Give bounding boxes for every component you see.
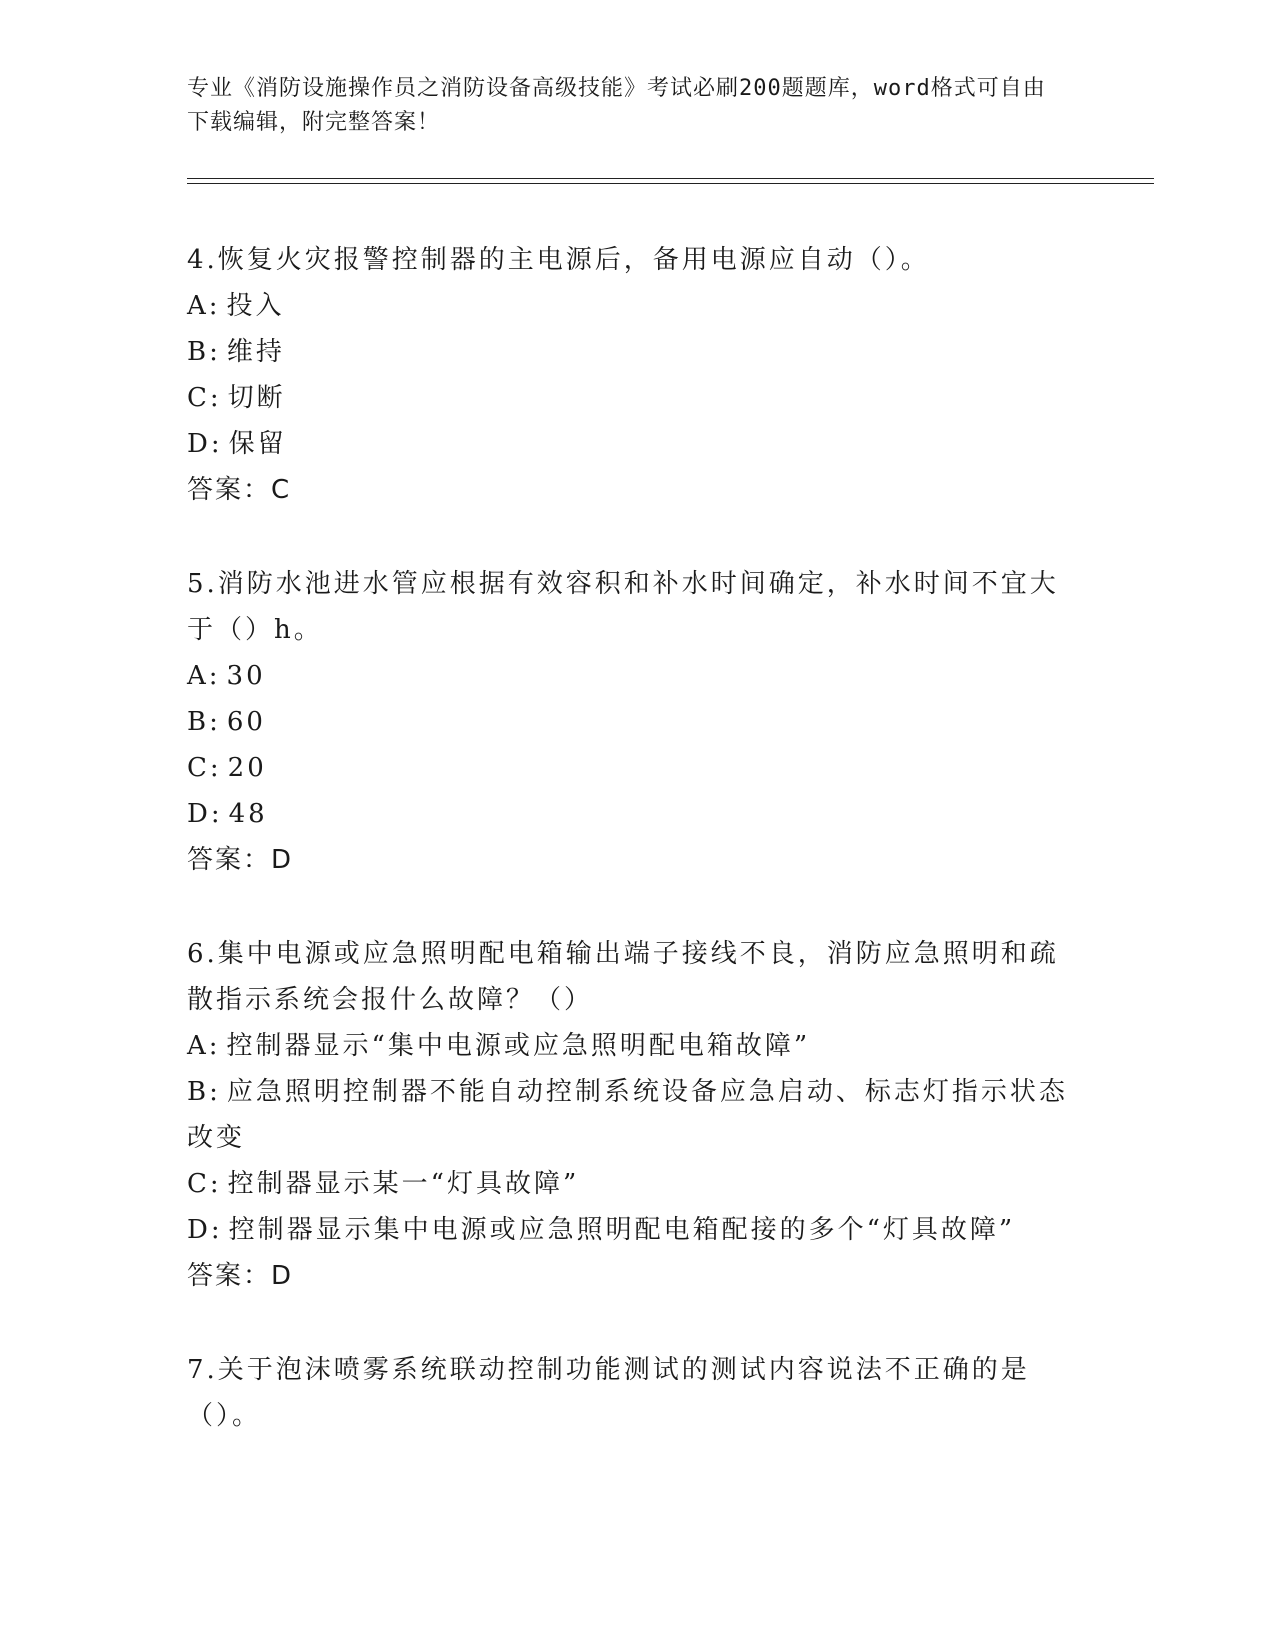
question-7 xyxy=(187,1347,1087,1439)
document-intro: 专业《消防设施操作员之消防设备高级技能》考试必刷200题题库，word格式可自由下载编辑，附完整答案！ xyxy=(187,76,1046,135)
option-text: 保留 xyxy=(228,429,287,459)
option-key: C: xyxy=(187,753,222,783)
option-key: C: xyxy=(187,383,222,413)
option-text: 控制器显示“集中电源或应急照明配电箱故障” xyxy=(226,1031,811,1061)
option-key: A: xyxy=(187,1031,221,1061)
header-divider-top xyxy=(187,178,1154,179)
option-text: 投入 xyxy=(226,291,285,321)
answer-line: 答案：C xyxy=(187,475,292,505)
option-text: 控制器显示集中电源或应急照明配电箱配接的多个“灯具故障” xyxy=(228,1215,1016,1245)
question-6 xyxy=(187,931,1087,1299)
option-key: C: xyxy=(187,1169,222,1199)
option-text: 60 xyxy=(226,707,266,737)
option-key: A: xyxy=(187,291,221,321)
option-text: 48 xyxy=(228,799,268,829)
option-key: B: xyxy=(187,707,221,737)
header-divider-bottom xyxy=(187,183,1154,184)
question-stem: 4.恢复火灾报警控制器的主电源后，备用电源应自动（）。 xyxy=(187,245,930,275)
option-c xyxy=(187,745,1087,791)
option-key: B: xyxy=(187,337,221,367)
question-stem: 6.集中电源或应急照明配电箱输出端子接线不良，消防应急照明和疏散指示系统会报什么故障？（） xyxy=(187,939,1059,1015)
answer-line: 答案：D xyxy=(187,845,294,875)
option-key: D: xyxy=(187,1215,223,1245)
option-text: 切断 xyxy=(227,383,286,413)
option-text: 30 xyxy=(226,661,266,691)
answer-line: 答案：D xyxy=(187,1261,294,1291)
option-text: 控制器显示某一“灯具故障” xyxy=(227,1169,580,1199)
option-key: D: xyxy=(187,799,223,829)
option-text: 20 xyxy=(227,753,267,783)
option-a xyxy=(187,1023,1087,1069)
option-a xyxy=(187,283,1087,329)
option-key: D: xyxy=(187,429,223,459)
question-list xyxy=(187,237,1087,1487)
question-4 xyxy=(187,237,1087,513)
option-text: 维持 xyxy=(226,337,285,367)
option-key: A: xyxy=(187,661,221,691)
option-c xyxy=(187,1161,1087,1207)
question-stem: 7.关于泡沫喷雾系统联动控制功能测试的测试内容说法不正确的是（）。 xyxy=(187,1355,1030,1431)
question-5 xyxy=(187,561,1087,883)
option-d xyxy=(187,421,1087,467)
option-key: B: xyxy=(187,1077,221,1107)
option-a xyxy=(187,653,1087,699)
option-text: 应急照明控制器不能自动控制系统设备应急启动、标志灯指示状态改变 xyxy=(187,1077,1068,1153)
option-d xyxy=(187,791,1087,837)
option-d xyxy=(187,1207,1087,1253)
option-c xyxy=(187,375,1087,421)
option-b xyxy=(187,1069,1087,1161)
option-b xyxy=(187,329,1087,375)
question-stem: 5.消防水池进水管应根据有效容积和补水时间确定，补水时间不宜大于（）h。 xyxy=(187,569,1059,645)
option-b xyxy=(187,699,1087,745)
